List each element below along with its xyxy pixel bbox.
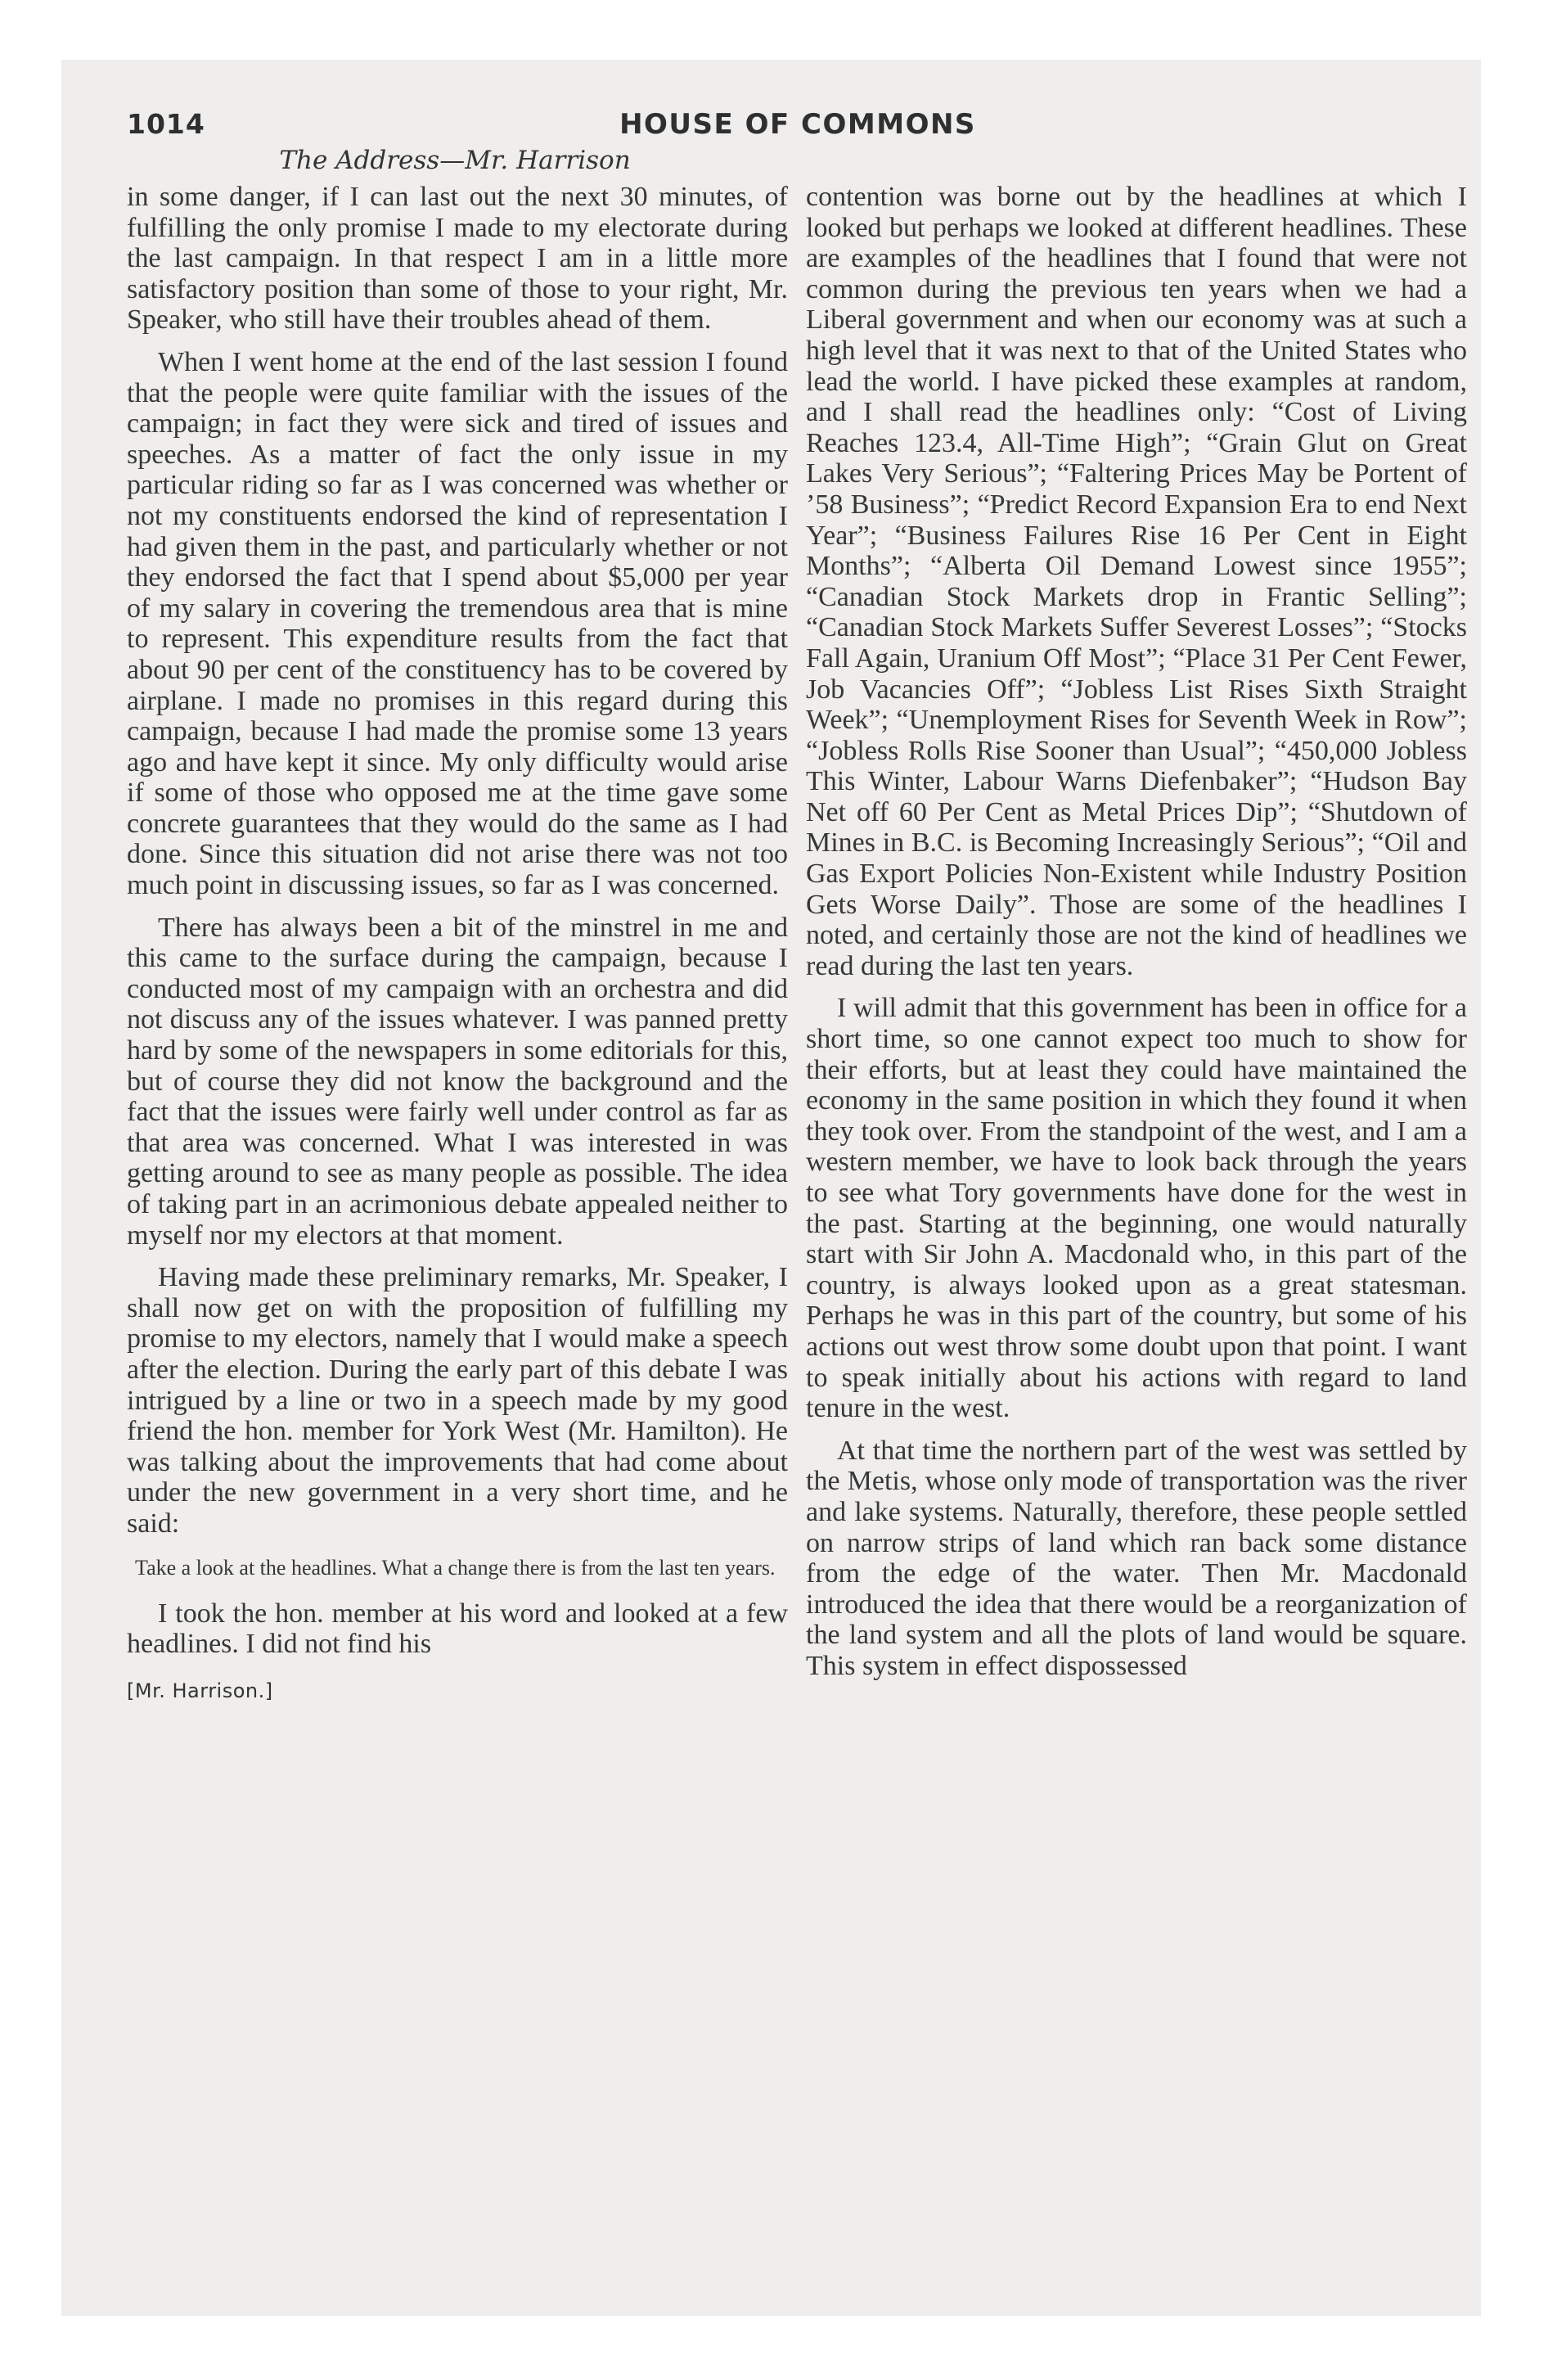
paragraph: I will admit that this government has been in office for a short time, so one cannot expect too much to show for their efforts, but at least they could have maintained the economy in the same position in which they found it when they took over. From the standpoint of the west, and I am a western member, we have to look back through the years to see what Tory governments have done for the west in the past. Starting at the beginning, one would naturally start with Sir John A. Macdonald who, in this part of the country, is always looked upon as a great statesman. Perhaps he was in this part of the country, but some of his actions out west throw some doubt upon that point. I want to speak initially about his actions with regard to land tenure in the west. (806, 993, 1467, 1424)
paragraph: I took the hon. member at his word and looked at a few headlines. I did not find his (127, 1598, 788, 1660)
paragraph: When I went home at the end of the last session I found that the people were quite familiar with the issues of the campaign; in fact they were sick and tired of issues and speeches. As a matter of fact the only issue in my particular riding so far as I was concerned was whether or not my constituents endorsed the kind of representation I had given them in the past, and particularly whether or not they endorsed the fact that I spend about $5,000 per year of my salary in covering the tremendous area that is mine to represent. This expenditure results from the fact that about 90 per cent of the constituency has to be covered by airplane. I made no promises in this regard during this campaign, because I had made the promise some 13 years ago and have kept it since. My only difficulty would arise if some of those who opposed me at the time gave some concrete guarantees that they would do the same as I had done. Since this situation did not arise there was not too much point in discussing issues, so far as I was concerned. (127, 346, 788, 901)
page-header (127, 108, 1469, 149)
running-head: HOUSE OF COMMONS (619, 108, 976, 141)
paragraph: There has always been a bit of the minstrel in me and this came to the surface during the campaign, because I conducted most of my campaign with an orchestra and did not discuss any of the issues whatever. I was panned pretty hard by some of the newspapers in some editorials for this, but of course they did not know the background and the fact that the issues were fairly well under control as far as that area was concerned. What I was interested in was getting around to see as many people as possible. The idea of taking part in an acrimonious debate appealed neither to myself nor my electors at that moment. (127, 912, 788, 1251)
left-column (127, 182, 788, 1706)
speaker-tag: [Mr. Harrison.] (127, 1679, 273, 1702)
paragraph: Having made these preliminary remarks, Mr. Speaker, I shall now get on with the proposition of fulfilling my promise to my electors, namely that I would make a speech after the election. During the early part of this debate I was intrigued by a line or two in a speech made by my good friend the hon. member for York West (Mr. Hamilton). He was talking about the improvements that had come about under the new government in a very short time, and he said: (127, 1262, 788, 1539)
page-number: 1014 (127, 108, 205, 140)
paragraph: contention was borne out by the headlines at which I looked but perhaps we looked at different headlines. These are examples of the headlines that I found that were not common during the previous ten years when we had a Liberal government and when our economy was at such a high level that it was next to that of the United States who lead the world. I have picked these examples at random, and I shall read the headlines only: “Cost of Living Reaches 123.4, All-Time High”; “Grain Glut on Great Lakes Very Serious”; “Faltering Prices May be Portent of ’58 Business”; “Predict Record Expansion Era to end Next Year”; “Business Failures Rise 16 Per Cent in Eight Months”; “Alberta Oil Demand Lowest since 1955”; “Canadian Stock Markets drop in Frantic Selling”; “Canadian Stock Markets Suffer Severest Losses”; “Stocks Fall Again, Uranium Off Most”; “Place 31 Per Cent Fewer, Job Vacancies Off”; “Jobless List Rises Sixth Straight Week”; “Unemployment Rises for Seventh Week in Row”; “Jobless Rolls Rise Sooner than Usual”; “450,000 Jobless This Winter, Labour Warns Diefenbaker”; “Hudson Bay Net off 60 Per Cent as Metal Prices Dip”; “Shutdown of Mines in B.C. is Becoming Increasingly Serious”; “Oil and Gas Export Policies Non-Existent while Industry Position Gets Worse Daily”. Those are some of the headlines I noted, and certainly those are not the kind of headlines we read during the last ten years. (806, 182, 1467, 981)
paragraph: in some danger, if I can last out the next 30 minutes, of fulfilling the only promise I made to my electorate during the last campaign. In that respect I am in a little more satisfactory position than some of those to your right, Mr. Speaker, who still have their troubles ahead of them. (127, 182, 788, 336)
section-subhead: The Address—Mr. Harrison (279, 146, 631, 175)
paragraph: At that time the northern part of the west was settled by the Metis, whose only mode of transportation was the river and lake systems. Naturally, therefore, these people settled on narrow strips of land which ran back some distance from the edge of the water. Then Mr. Macdonald introduced the idea that there would be a reorganization of the land system and all the plots of land would be square. This system in effect dispossessed (806, 1435, 1467, 1681)
right-column (806, 182, 1467, 1682)
block-quote: Take a look at the headlines. What a change there is from the last ten years. (135, 1555, 776, 1580)
